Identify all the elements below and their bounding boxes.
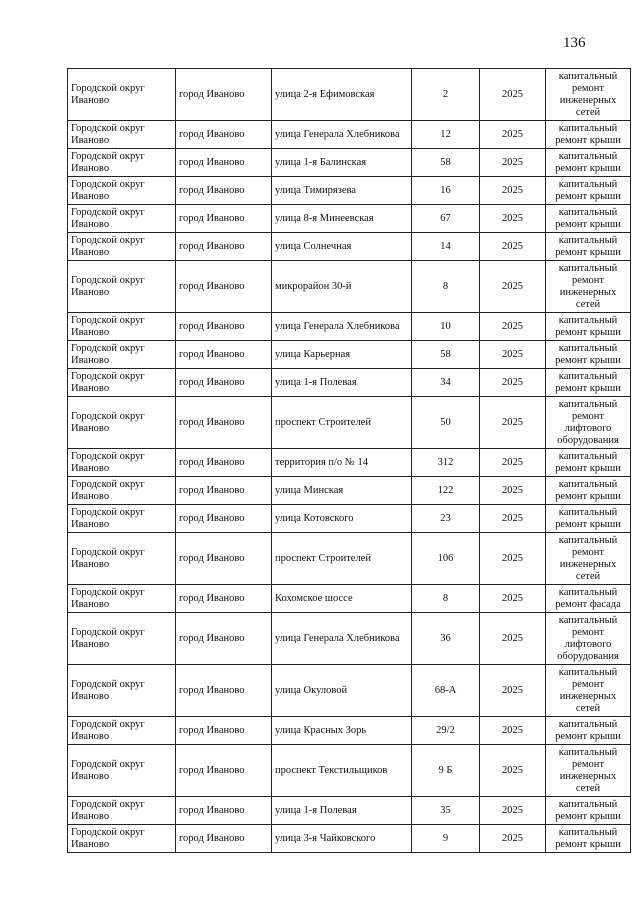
year-cell: 2025 <box>480 613 546 665</box>
work-type-cell: капитальный ремонт крыши <box>546 341 631 369</box>
table-row <box>68 477 631 505</box>
work-type-cell: капитальный ремонт крыши <box>546 505 631 533</box>
house-number-cell: 58 <box>412 149 480 177</box>
street-cell: проспект Строителей <box>272 397 412 449</box>
district-cell: Городской округ Иваново <box>68 533 176 585</box>
street-cell: улица Котовского <box>272 505 412 533</box>
street-cell: улица 2-я Ефимовская <box>272 69 412 121</box>
district-cell: Городской округ Иваново <box>68 449 176 477</box>
city-cell: город Иваново <box>176 397 272 449</box>
house-number-cell: 10 <box>412 313 480 341</box>
city-cell: город Иваново <box>176 313 272 341</box>
house-number-cell: 34 <box>412 369 480 397</box>
house-number-cell: 58 <box>412 341 480 369</box>
work-type-cell: капитальный ремонт лифтового оборудования <box>546 613 631 665</box>
year-cell: 2025 <box>480 533 546 585</box>
table-row <box>68 533 631 585</box>
work-type-cell: капитальный ремонт крыши <box>546 149 631 177</box>
street-cell: улица 1-я Полевая <box>272 797 412 825</box>
table-row <box>68 341 631 369</box>
city-cell: город Иваново <box>176 205 272 233</box>
street-cell: улица 8-я Минеевская <box>272 205 412 233</box>
work-type-cell: капитальный ремонт крыши <box>546 369 631 397</box>
street-cell: проспект Строителей <box>272 533 412 585</box>
district-cell: Городской округ Иваново <box>68 505 176 533</box>
house-number-cell: 106 <box>412 533 480 585</box>
table-row <box>68 121 631 149</box>
district-cell: Городской округ Иваново <box>68 233 176 261</box>
city-cell: город Иваново <box>176 149 272 177</box>
work-type-cell: капитальный ремонт инженерных сетей <box>546 533 631 585</box>
house-number-cell: 68-А <box>412 665 480 717</box>
house-number-cell: 23 <box>412 505 480 533</box>
table-row <box>68 665 631 717</box>
table-row <box>68 585 631 613</box>
district-cell: Городской округ Иваново <box>68 745 176 797</box>
work-type-cell: капитальный ремонт инженерных сетей <box>546 665 631 717</box>
table-row <box>68 825 631 853</box>
work-type-cell: капитальный ремонт крыши <box>546 449 631 477</box>
city-cell: город Иваново <box>176 121 272 149</box>
house-number-cell: 8 <box>412 585 480 613</box>
work-type-cell: капитальный ремонт крыши <box>546 121 631 149</box>
year-cell: 2025 <box>480 665 546 717</box>
street-cell: Кохомское шоссе <box>272 585 412 613</box>
house-number-cell: 29/2 <box>412 717 480 745</box>
table-row <box>68 233 631 261</box>
district-cell: Городской округ Иваново <box>68 613 176 665</box>
city-cell: город Иваново <box>176 717 272 745</box>
street-cell: улица Минская <box>272 477 412 505</box>
work-type-cell: капитальный ремонт крыши <box>546 233 631 261</box>
year-cell: 2025 <box>480 205 546 233</box>
year-cell: 2025 <box>480 449 546 477</box>
district-cell: Городской округ Иваново <box>68 121 176 149</box>
year-cell: 2025 <box>480 397 546 449</box>
work-type-cell: капитальный ремонт крыши <box>546 825 631 853</box>
year-cell: 2025 <box>480 585 546 613</box>
table-row <box>68 69 631 121</box>
district-cell: Городской округ Иваново <box>68 717 176 745</box>
street-cell: улица Генерала Хлебникова <box>272 121 412 149</box>
year-cell: 2025 <box>480 233 546 261</box>
year-cell: 2025 <box>480 341 546 369</box>
district-cell: Городской округ Иваново <box>68 313 176 341</box>
house-number-cell: 67 <box>412 205 480 233</box>
year-cell: 2025 <box>480 369 546 397</box>
district-cell: Городской округ Иваново <box>68 477 176 505</box>
table-row <box>68 745 631 797</box>
house-number-cell: 2 <box>412 69 480 121</box>
district-cell: Городской округ Иваново <box>68 397 176 449</box>
table-row <box>68 397 631 449</box>
street-cell: улица Генерала Хлебникова <box>272 613 412 665</box>
district-cell: Городской округ Иваново <box>68 149 176 177</box>
house-number-cell: 8 <box>412 261 480 313</box>
city-cell: город Иваново <box>176 825 272 853</box>
year-cell: 2025 <box>480 149 546 177</box>
district-cell: Городской округ Иваново <box>68 205 176 233</box>
table-row <box>68 177 631 205</box>
district-cell: Городской округ Иваново <box>68 341 176 369</box>
table-row <box>68 717 631 745</box>
street-cell: улица 1-я Балинская <box>272 149 412 177</box>
street-cell: улица Генерала Хлебникова <box>272 313 412 341</box>
city-cell: город Иваново <box>176 69 272 121</box>
table-row <box>68 369 631 397</box>
city-cell: город Иваново <box>176 665 272 717</box>
house-number-cell: 122 <box>412 477 480 505</box>
year-cell: 2025 <box>480 69 546 121</box>
house-number-cell: 12 <box>412 121 480 149</box>
street-cell: улица 1-я Полевая <box>272 369 412 397</box>
house-number-cell: 50 <box>412 397 480 449</box>
work-type-cell: капитальный ремонт крыши <box>546 313 631 341</box>
city-cell: город Иваново <box>176 261 272 313</box>
repair-schedule-table <box>67 68 631 853</box>
page-number: 136 <box>563 35 586 51</box>
street-cell: улица 3-я Чайковского <box>272 825 412 853</box>
work-type-cell: капитальный ремонт инженерных сетей <box>546 261 631 313</box>
table-row <box>68 149 631 177</box>
work-type-cell: капитальный ремонт крыши <box>546 205 631 233</box>
city-cell: город Иваново <box>176 745 272 797</box>
year-cell: 2025 <box>480 825 546 853</box>
city-cell: город Иваново <box>176 613 272 665</box>
district-cell: Городской округ Иваново <box>68 261 176 313</box>
street-cell: улица Солнечная <box>272 233 412 261</box>
city-cell: город Иваново <box>176 533 272 585</box>
street-cell: территория п/о № 14 <box>272 449 412 477</box>
table-row <box>68 505 631 533</box>
house-number-cell: 9 <box>412 825 480 853</box>
table-row <box>68 449 631 477</box>
city-cell: город Иваново <box>176 797 272 825</box>
year-cell: 2025 <box>480 121 546 149</box>
table-row <box>68 205 631 233</box>
district-cell: Городской округ Иваново <box>68 585 176 613</box>
year-cell: 2025 <box>480 745 546 797</box>
house-number-cell: 35 <box>412 797 480 825</box>
work-type-cell: капитальный ремонт инженерных сетей <box>546 745 631 797</box>
table-body <box>68 69 631 853</box>
work-type-cell: капитальный ремонт крыши <box>546 797 631 825</box>
district-cell: Городской округ Иваново <box>68 177 176 205</box>
district-cell: Городской округ Иваново <box>68 369 176 397</box>
year-cell: 2025 <box>480 477 546 505</box>
work-type-cell: капитальный ремонт фасада <box>546 585 631 613</box>
city-cell: город Иваново <box>176 177 272 205</box>
house-number-cell: 9 Б <box>412 745 480 797</box>
house-number-cell: 36 <box>412 613 480 665</box>
year-cell: 2025 <box>480 717 546 745</box>
street-cell: улица Красных Зорь <box>272 717 412 745</box>
house-number-cell: 312 <box>412 449 480 477</box>
work-type-cell: капитальный ремонт крыши <box>546 177 631 205</box>
city-cell: город Иваново <box>176 233 272 261</box>
city-cell: город Иваново <box>176 585 272 613</box>
table-row <box>68 313 631 341</box>
table-row <box>68 613 631 665</box>
city-cell: город Иваново <box>176 341 272 369</box>
district-cell: Городской округ Иваново <box>68 69 176 121</box>
street-cell: улица Тимирязева <box>272 177 412 205</box>
house-number-cell: 16 <box>412 177 480 205</box>
year-cell: 2025 <box>480 261 546 313</box>
house-number-cell: 14 <box>412 233 480 261</box>
street-cell: микрорайон 30-й <box>272 261 412 313</box>
year-cell: 2025 <box>480 313 546 341</box>
street-cell: улица Окуловой <box>272 665 412 717</box>
year-cell: 2025 <box>480 505 546 533</box>
city-cell: город Иваново <box>176 505 272 533</box>
city-cell: город Иваново <box>176 477 272 505</box>
city-cell: город Иваново <box>176 449 272 477</box>
year-cell: 2025 <box>480 797 546 825</box>
district-cell: Городской округ Иваново <box>68 665 176 717</box>
district-cell: Городской округ Иваново <box>68 797 176 825</box>
street-cell: проспект Текстильщиков <box>272 745 412 797</box>
city-cell: город Иваново <box>176 369 272 397</box>
work-type-cell: капитальный ремонт крыши <box>546 477 631 505</box>
work-type-cell: капитальный ремонт лифтового оборудования <box>546 397 631 449</box>
table-row <box>68 261 631 313</box>
year-cell: 2025 <box>480 177 546 205</box>
work-type-cell: капитальный ремонт инженерных сетей <box>546 69 631 121</box>
work-type-cell: капитальный ремонт крыши <box>546 717 631 745</box>
district-cell: Городской округ Иваново <box>68 825 176 853</box>
street-cell: улица Карьерная <box>272 341 412 369</box>
table-row <box>68 797 631 825</box>
